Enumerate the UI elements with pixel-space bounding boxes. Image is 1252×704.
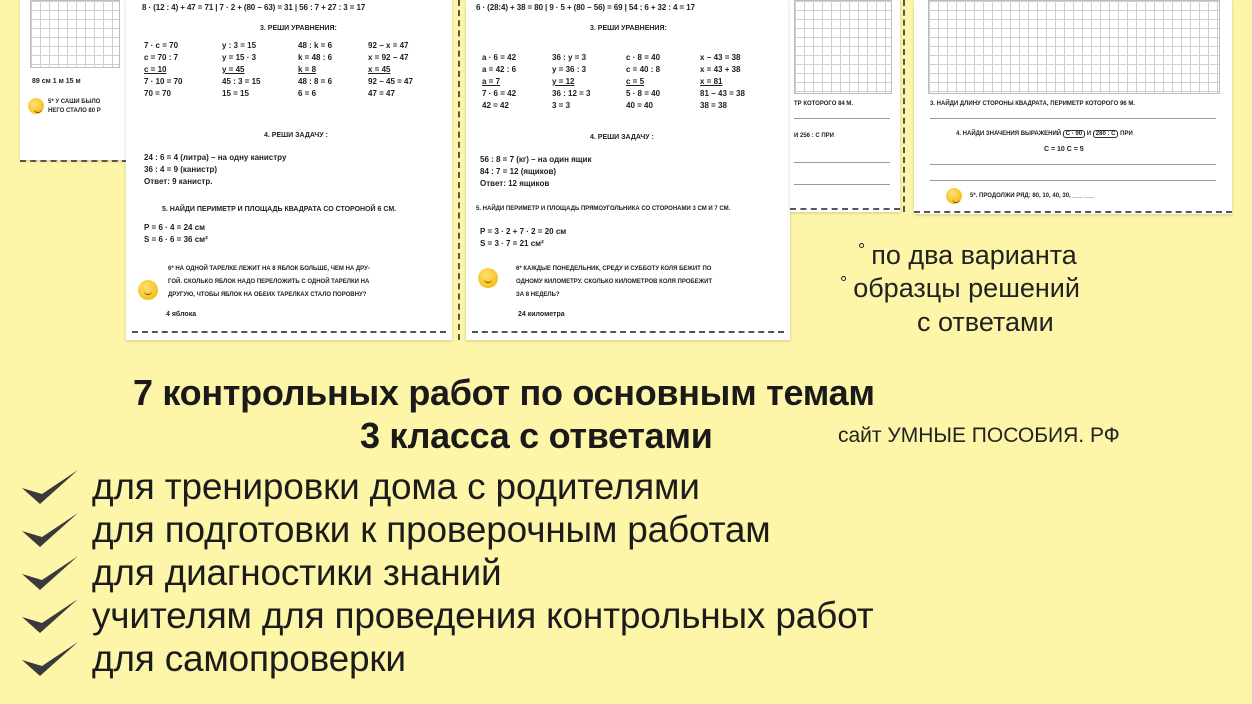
task6-line1: 6* КАЖДЫЕ ПОНЕДЕЛЬНИК, СРЕДУ И СУББОТУ КОЛЯ БЕЖИТ ПО	[516, 266, 712, 272]
perimeter-solution: Р = 3 · 2 + 7 · 2 = 20 см S = 3 · 7 = 21 см²	[480, 227, 567, 248]
cut-line-vertical	[458, 0, 460, 340]
ruler-label: 89 см 1 м 15 м	[32, 78, 81, 85]
equation-col-4: 92 − x = 47 x = 92 − 47 x = 45 92 − 45 = 47 47 = 47	[368, 41, 413, 98]
feature-sample-solutions: ° образцы решений	[840, 273, 1080, 303]
section4-heading: 4. РЕШИ ЗАДАЧУ :	[264, 132, 328, 139]
task4-solution: 24 : 6 = 4 (литра) – на одну канистру 36 : 4 = 9 (канистр) Ответ: 9 канистр.	[144, 153, 287, 186]
grid-area	[794, 0, 892, 94]
worksheet-variant-2	[466, 0, 790, 340]
worksheet-variant-1	[126, 0, 452, 340]
feature-with-answers: с ответами	[917, 307, 1054, 337]
cut-line	[914, 211, 1232, 213]
equation-col-2: 36 : у = 3 у = 36 : 3 у = 12 36 : 12 = 3 3 = 3	[552, 53, 591, 110]
task6-line2: ОДНОМУ КИЛОМЕТРУ. СКОЛЬКО КИЛОМЕТРОВ КОЛЯ ПРОБЕЖИТ	[516, 279, 713, 285]
equation-col-1: 7 · с = 70 с = 70 : 7 с = 10 7 · 10 = 70 70 = 70	[144, 41, 183, 98]
task3-line: 3. НАЙДИ ДЛИНУ СТОРОНЫ КВАДРАТА, ПЕРИМЕТР КОТОРОГО 96 М.	[930, 101, 1135, 107]
perimeter-solution: Р = 6 · 4 = 24 см S = 6 · 6 = 36 см²	[144, 223, 208, 244]
checkmark-icon	[20, 468, 80, 508]
site-label: сайт УМНЫЕ ПОСОБИЯ. РФ	[838, 424, 1120, 447]
task6-line3: ДРУГУЮ, ЧТОБЫ ЯБЛОК НА ОБЕИХ ТАРЕЛКАХ СТАЛО ПОРОВНУ?	[168, 292, 367, 298]
smiley-icon	[478, 268, 498, 288]
section3-heading: 3. РЕШИ УРАВНЕНИЯ:	[260, 25, 337, 32]
smiley-icon	[946, 188, 962, 204]
bullet-dot: °	[840, 273, 848, 293]
checkmark-icon	[20, 640, 80, 680]
equation-col-2: у : 3 = 15 у = 15 · 3 у = 45 45 : 3 = 15 15 = 15	[222, 41, 261, 98]
task5-line1: 5* У САШИ БЫЛО	[48, 99, 101, 105]
task6-line3: ЗА 8 НЕДЕЛЬ?	[516, 292, 560, 298]
task6-line1: 6* НА ОДНОЙ ТАРЕЛКЕ ЛЕЖИТ НА 8 ЯБЛОК БОЛЬШЕ, ЧЕМ НА ДРУ-	[168, 266, 370, 272]
worksheet-left-partial	[20, 0, 128, 160]
side-label	[452, 118, 458, 120]
section5-heading: 5. НАЙДИ ПЕРИМЕТР И ПЛОЩАДЬ ПРЯМОУГОЛЬНИКА СО СТОРОНАМИ 3 СМ И 7 СМ.	[476, 206, 731, 212]
checkmark-icon	[20, 554, 80, 594]
equation-col-3: 48 : k = 6 k = 48 : 6 k = 8 48 : 8 = 6 6 = 6	[298, 41, 333, 98]
bullet-dot: °	[858, 240, 866, 260]
smiley-icon	[28, 98, 44, 114]
worksheet-right-a	[790, 0, 900, 212]
grid-area	[928, 0, 1220, 94]
worksheet-right-b	[914, 0, 1232, 214]
headline-line1: 7 контрольных работ по основным темам	[133, 372, 875, 413]
cut-line	[20, 160, 128, 162]
feature-two-variants: ° по два варианта	[858, 240, 1077, 270]
cut-line	[790, 208, 900, 210]
headline-line2: 3 класса с ответами	[360, 415, 713, 456]
section3-heading: 3. РЕШИ УРАВНЕНИЯ:	[590, 25, 667, 32]
task4-solution: 56 : 8 = 7 (кг) – на один ящик 84 : 7 = 12 (ящиков) Ответ: 12 ящиков	[480, 155, 592, 188]
task6-answer: 4 яблока	[166, 311, 197, 318]
equation-col-3: с · 8 = 40 с = 40 : 8 с = 5 5 · 8 = 40 40 = 40	[626, 53, 661, 110]
task6-answer: 24 километра	[518, 311, 565, 318]
equation-col-4: x − 43 = 38 x = 43 + 38 x = 81 81 − 43 = 38 38 = 38	[700, 53, 745, 110]
variable-values: С = 10 С = 5	[1044, 146, 1084, 153]
checkmark-icon	[20, 597, 80, 637]
top-expressions: 6 · (28:4) + 38 = 80 | 9 · 5 + (80 − 56) = 69 | 54 : 6 + 32 : 4 = 17	[476, 3, 695, 12]
task-line2: И 256 : С ПРИ	[794, 133, 834, 139]
top-expressions: 8 · (12 : 4) + 47 = 71 | 7 · 2 + (80 − 63) = 31 | 56 : 7 + 27 : 3 = 17	[142, 3, 366, 12]
section5-heading: 5. НАЙДИ ПЕРИМЕТР И ПЛОЩАДЬ КВАДРАТА СО СТОРОНОЙ 6 СМ.	[162, 206, 397, 213]
task5-line2: НЕГО СТАЛО 80 Р	[48, 108, 101, 114]
task5-line: 5*. ПРОДОЛЖИ РЯД: 80, 10, 40, 30, ___ ___	[970, 193, 1095, 199]
checkmark-icon	[20, 511, 80, 551]
cut-line	[132, 331, 446, 333]
smiley-icon	[138, 280, 158, 300]
equation-col-1: a · 6 = 42 a = 42 : 6 a = 7 7 · 6 = 42 42 = 42	[482, 53, 517, 110]
cut-line	[472, 331, 784, 333]
task-line1: ТР КОТОРОГО 84 М.	[794, 101, 854, 107]
task4-line: 4. НАЙДИ ЗНАЧЕНИЯ ВЫРАЖЕНИЙ С · 90 И 280 : С ПРИ	[956, 131, 1133, 137]
section4-heading: 4. РЕШИ ЗАДАЧУ :	[590, 134, 654, 141]
task6-line2: ГОЙ. СКОЛЬКО ЯБЛОК НАДО ПЕРЕЛОЖИТЬ С ОДНОЙ ТАРЕЛКИ НА	[168, 279, 370, 285]
grid-area	[30, 0, 120, 68]
cut-line-vertical	[903, 0, 905, 212]
